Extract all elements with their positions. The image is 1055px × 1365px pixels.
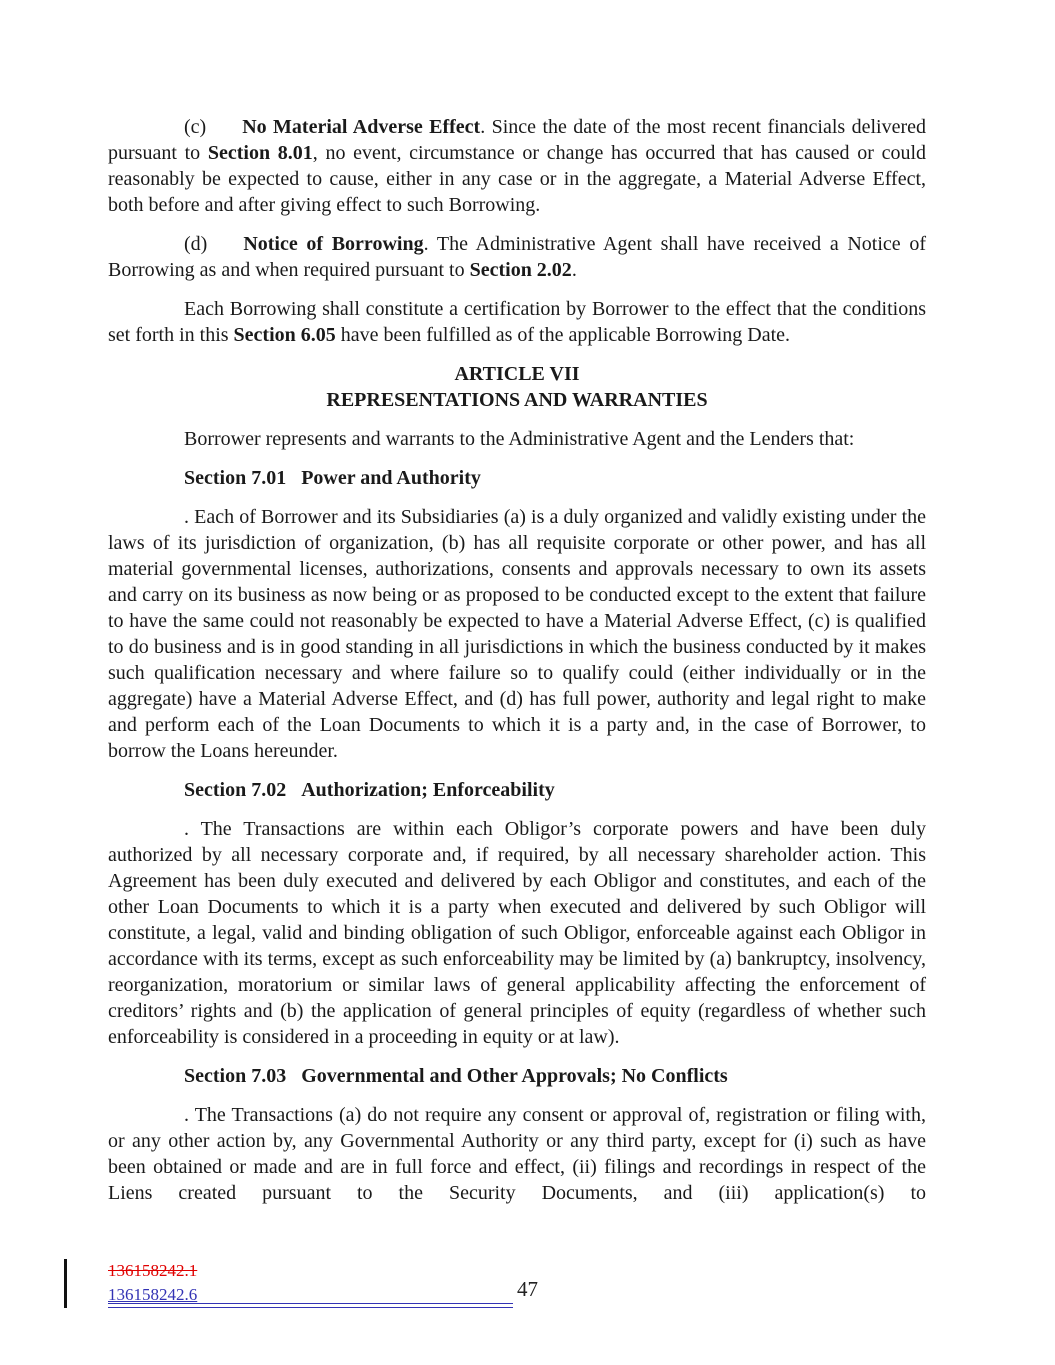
paragraph-d xyxy=(108,231,926,283)
section-701-heading xyxy=(108,465,926,491)
section-701-body: . Each of Borrower and its Subsidiaries (a) is a duly organized and validly existing under the laws of its jurisdiction of organization, (b) has all requisite corporate or other power, and has all material governmental licenses, authorizations, consents and approvals necessary to own its assets and carry on its business as now being or as proposed to be conducted except to the extent that failure to have the same could not reasonably be expected to have a Material Adverse Effect, (c) is qualified to do business and is in good standing in all jurisdictions in which the business conducted by it makes such qualification necessary and where failure so to qualify could (either individually or in the aggregate) have a Material Adverse Effect, and (d) has full power, authority and legal right to make and perform each of the Loan Documents to which it is a party and, in the case of Borrower, to borrow the Loans hereunder. xyxy=(108,506,926,762)
footer-old-doc-id: 136158242.1 xyxy=(108,1261,198,1280)
article-title: REPRESENTATIONS AND WARRANTIES xyxy=(326,389,708,411)
paragraph-c-title: No Material Adverse Effect xyxy=(242,116,481,138)
paragraph-c-text: . Since the date of the most recent financials delivered pursuant to xyxy=(108,116,926,164)
section-703-number: Section 7.03 xyxy=(184,1065,287,1087)
footer-new-doc-id: 136158242.6 xyxy=(108,1285,198,1304)
paragraph-each-borrowing xyxy=(108,296,926,348)
revision-change-bar xyxy=(64,1259,67,1308)
each-borrowing-rest: have been fulfilled as of the applicable Borrowing Date. xyxy=(335,324,791,346)
section-702-title: Authorization; Enforceability xyxy=(301,779,555,801)
document-content xyxy=(108,114,926,1219)
section-703-body: . The Transactions (a) do not require any consent or approval of, registration or filing with, or any other action by, any Governmental Authority or any third party, except for (i) such as have been obtained or made and are in full force and effect, (ii) filings and recordings in respect of the Liens created pursuant to the Security Documents, and (iii) application(s) to xyxy=(108,1104,926,1204)
section-ref-801: Section 8.01 xyxy=(207,142,313,164)
section-703-heading xyxy=(108,1063,926,1089)
section-702-number: Section 7.02 xyxy=(184,779,287,801)
paragraph-d-title: Notice of Borrowing xyxy=(243,233,424,255)
section-702-heading xyxy=(108,777,926,803)
section-702-body: . The Transactions are within each Obligor’s corporate powers and have been duly authorized by all necessary corporate and, if required, by all necessary shareholder action. This Agreement has been duly executed and delivered by each Obligor and constitutes, and each of the other Loan Documents to which it is a party when executed and delivered by such Obligor will constitute, a legal, valid and binding obligation of such Obligor, enforceable against each Obligor in accordance with its terms, except as such enforceability may be limited by (a) bankruptcy, insolvency, reorganization, moratorium or similar laws of general applicability affecting the enforcement of creditors’ rights and (b) the application of general principles of equity (regardless of whether such enforceability is considered in a proceeding in equity or at law). xyxy=(108,818,926,1048)
paragraph-d-rest: . xyxy=(571,259,577,281)
each-borrowing-text: Each Borrowing shall constitute a certification by Borrower to the effect that the conditions set forth in this xyxy=(108,298,926,346)
footer-double-rule xyxy=(108,1303,513,1308)
paragraph-c xyxy=(108,114,926,218)
intro-paragraph: Borrower represents and warrants to the Administrative Agent and the Lenders that: xyxy=(184,428,855,450)
section-ref-202: Section 2.02 xyxy=(469,259,572,281)
paragraph-d-label: (d) xyxy=(184,233,208,255)
article-heading xyxy=(108,361,926,413)
section-ref-605: Section 6.05 xyxy=(233,324,336,346)
paragraph-c-rest: , no event, circumstance or change has occurred that has caused or could reasonably be expected to cause, either in any case or in the aggregate, a Material Adverse Effect, both before and after giving effect to such Borrowing. xyxy=(108,142,927,216)
section-703-title: Governmental and Other Approvals; No Conflicts xyxy=(301,1065,728,1087)
paragraph-c-label: (c) xyxy=(184,116,207,138)
page-number: 47 xyxy=(517,1277,538,1301)
section-701-number: Section 7.01 xyxy=(184,467,287,489)
article-number: ARTICLE VII xyxy=(454,363,580,385)
paragraph-d-text: . The Administrative Agent shall have received a Notice of Borrowing as and when required pursuant to xyxy=(108,233,926,281)
section-701-title: Power and Authority xyxy=(301,467,481,489)
